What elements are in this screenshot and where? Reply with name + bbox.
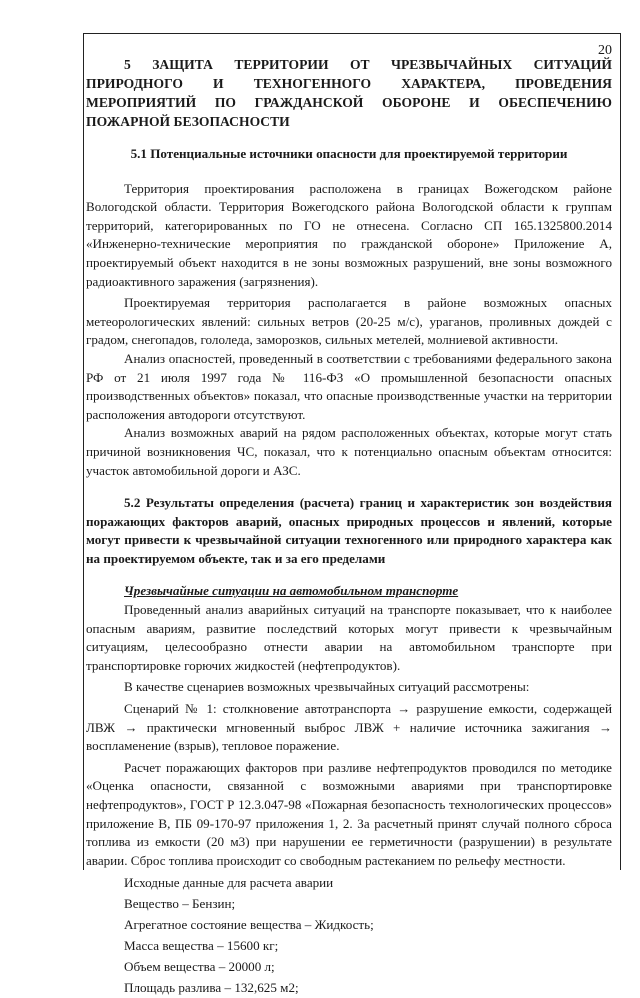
- page-number: 20: [598, 43, 612, 58]
- paragraph: Территория проектирования расположена в границах Вожегодском районе Вологодской области. Территория Вожегодского района Вологодской области к группам территорий, категорированных по ГО не отнесена. Согласно СП 165.1325800.2014 «Инженерно-технические мероприятия по гражданской обороне» Приложение А, проектируемый объект находится в не зоны возможных разрушений, вне зоны возможного радиоактивного заражения (загрязнения).: [86, 180, 612, 289]
- paragraph: Проведенный анализ аварийных ситуаций на транспорте показывает, что к наиболее опасным авариям, развитие последствий которых могут привести к чрезвычайным ситуациям, целесообразно отнести аварии на автомобильном транспорте при транспортировке горючих жидкостей (нефтепродуктов).: [86, 602, 612, 673]
- paragraph: В качестве сценариев возможных чрезвычайных ситуаций рассмотрены:: [124, 679, 530, 695]
- list-item: Масса вещества – 15600 кг;: [124, 938, 279, 954]
- list-item: Площадь разлива – 132,625 м2;: [124, 980, 299, 996]
- paragraph: Анализ возможных аварий на рядом расположенных объектах, которые могут стать причиной возникновения ЧС, показал, что к потенциально опасным объектам относится: участок автомобильной дороги и АЗС.: [86, 425, 612, 478]
- italic-heading-text: Чрезвычайные ситуации на автомобильном транспорте: [124, 583, 459, 599]
- subsection-2-title: 5.2 Результаты определения (расчета) границ и характеристик зон воздействия поражающих факторов аварий, опасных природных процессов и явлений, которые могут привести к чрезвычайной ситуации техногенного или природного характера как на проектируемом объекте, так и за его пределами: [86, 495, 612, 566]
- input-data-list: [86, 872, 612, 998]
- section-title: 5 ЗАЩИТА ТЕРРИТОРИИ ОТ ЧРЕЗВЫЧАЙНЫХ СИТУАЦИЙ ПРИРОДНОГО И ТЕХНОГЕННОГО ХАРАКТЕРА, ПРОВЕДЕНИЯ МЕРОПРИЯТИЙ ПО ГРАЖДАНСКОЙ ОБОРОНЕ И ОБЕСПЕЧЕНИЮ ПОЖАРНОЙ БЕЗОПАСНОСТИ: [86, 57, 612, 129]
- paragraph: Проектируемая территория располагается в районе возможных опасных метеорологических явлений: сильных ветров (20-25 м/с), ураганов, проливных дождей с градом, снегопадов, гололеда, заморозков, сильных метелей, молниевой активности.: [86, 295, 612, 348]
- italic-heading: [86, 582, 612, 601]
- list-item: Исходные данные для расчета аварии: [124, 875, 334, 891]
- document-body: [86, 55, 612, 998]
- list-item: Объем вещества – 20000 л;: [124, 959, 275, 975]
- list-item: Агрегатное состояние вещества – Жидкость;: [124, 917, 374, 933]
- paragraph: Анализ опасностей, проведенный в соответствии с требованиями федерального закона РФ от 21 июля 1997 года № 116-ФЗ «О промышленной безопасности опасных производственных объектов» показал, что опасные производственные участки на территории расположения автодороги отсутствуют.: [86, 350, 612, 422]
- paragraph: Расчет поражающих факторов при разливе нефтепродуктов проводился по методике «Оценка опасности, связанной с возможными авариями при транспортировке нефтепродуктов», ГОСТ Р 12.3.047-98 «Пожарная безопасность технологических процессов» приложение В, ПБ 09-170-97 приложения 1, 2. За расчетный принят случай полного сброса топлива из емкости (20 м3) при нарушении ее герметичности (разрушении) в результате аварии. Сброс топлива происходит со свободным растеканием по рельефу местности.: [86, 759, 612, 868]
- subsection-1-title: 5.1 Потенциальные источники опасности для проектируемой территории: [130, 146, 568, 161]
- paragraph: Сценарий № 1: столкновение автотранспорта → разрушение емкости, содержащей ЛВЖ → практически мгновенный выброс ЛВЖ + наличие источника зажигания → воспламенение (взрыв), тепловое поражение.: [86, 701, 612, 754]
- list-item: Вещество – Бензин;: [124, 896, 236, 912]
